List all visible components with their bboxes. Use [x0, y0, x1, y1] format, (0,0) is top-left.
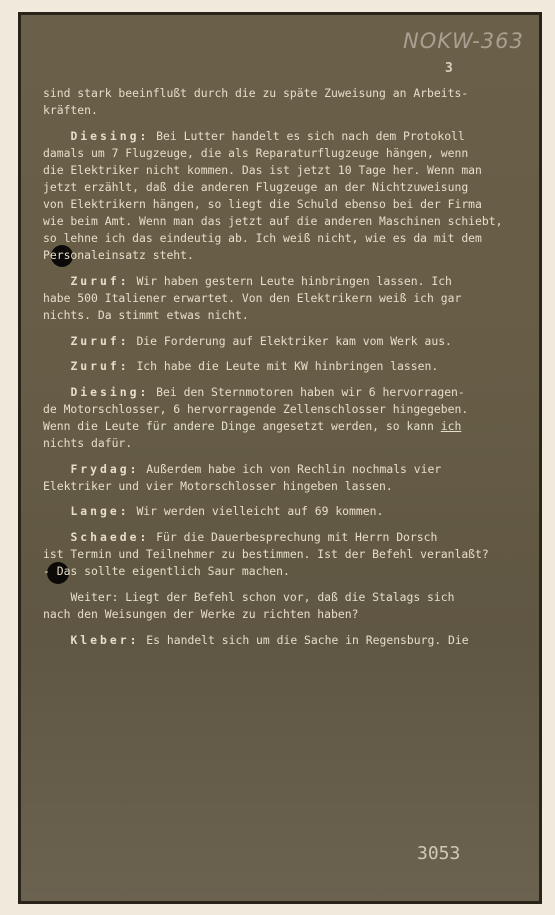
paragraph-0 [43, 85, 525, 119]
paragraph-1 [43, 128, 525, 265]
paragraph-text: Bei Lutter handelt es sich nach dem Protokoll damals um 7 Flugzeuge, die als Reparaturflugzeuge hängen, wenn die Elektriker nicht kommen. Das ist jetzt 10 Tage her. Wenn man jetzt erzählt, daß die anderen Flugzeuge an der Nichtzuweisung von Elektrikern hängen, so liegt die Schuld ebenso bei der Firma wie beim Amt. Wenn man das jetzt auf die anderen Maschinen schiebt, so lehne ich das eindeutig ab. Ich weiß nicht, wie es da mit dem Personaleinsatz steht. [43, 128, 503, 263]
speaker-name: Diesing: [70, 384, 150, 399]
speaker-name: Lange: [70, 504, 130, 519]
paragraph-text: Ich habe die Leute mit KW hinbringen lassen. [129, 359, 439, 374]
speaker-name: Zuruf: [70, 333, 130, 348]
paragraph-text: Die Forderung auf Elektriker kam vom Werk aus. [129, 333, 452, 348]
paragraph-text: Bei den Sternmotoren haben wir 6 hervorragen- de Motorschlosser, 6 hervorragende Zellenschlosser hingegeben. Wenn die Leute für andere Dinge angesetzt werden, so kann [43, 384, 469, 434]
paragraph-7 [43, 503, 525, 520]
paragraph-4 [43, 358, 525, 375]
paragraph-8 [43, 529, 525, 580]
speaker-name: Schaede: [70, 530, 150, 545]
paragraph-text: Wir werden vielleicht auf 69 kommen. [129, 504, 384, 519]
speaker-name: Diesing: [70, 128, 150, 143]
paragraph-text: Außerdem habe ich von Rechlin nochmals vier Elektriker und vier Motorschlosser hingeben lassen. [43, 461, 442, 493]
underlined-word: ich [440, 419, 462, 434]
speaker-name: Kleber: [70, 632, 140, 647]
archive-number: 3053 [417, 843, 461, 864]
speaker-name: Zuruf: [70, 359, 130, 374]
speaker-name: Zuruf: [70, 273, 130, 288]
paragraph-2 [43, 273, 525, 324]
paragraph-text: Für die Dauerbesprechung mit Herrn Dorsch ist Termin und Teilnehmer zu bestimmen. Ist der Befehl veranlaßt? - Das sollte eigentlich Saur machen. [43, 530, 489, 579]
document-body [43, 85, 525, 657]
paragraph-text: sind stark beeinflußt durch die zu späte Zuweisung an Arbeits- kräften. [43, 86, 469, 118]
speaker-name: Frydag: [70, 461, 140, 476]
document-page [18, 12, 542, 904]
paragraph-text-tail: nichts dafür. [43, 436, 133, 451]
paragraph-text: Weiter: Liegt der Befehl schon vor, daß die Stalags sich nach den Weisungen der Werke zu richten haben? [43, 589, 455, 621]
paragraph-text: Es handelt sich um die Sache in Regensburg. Die [139, 632, 469, 647]
page-number: 3 [445, 61, 453, 76]
paragraph-10 [43, 632, 525, 649]
paragraph-5 [43, 384, 525, 452]
paragraph-3 [43, 333, 525, 350]
paragraph-9 [43, 589, 525, 623]
paragraph-text: Wir haben gestern Leute hinbringen lassen. Ich habe 500 Italiener erwartet. Von den Elektrikern weiß ich gar nichts. Da stimmt etwas nicht. [43, 273, 462, 323]
document-stamp: NOKW-363 [403, 29, 524, 53]
paragraph-6 [43, 461, 525, 495]
